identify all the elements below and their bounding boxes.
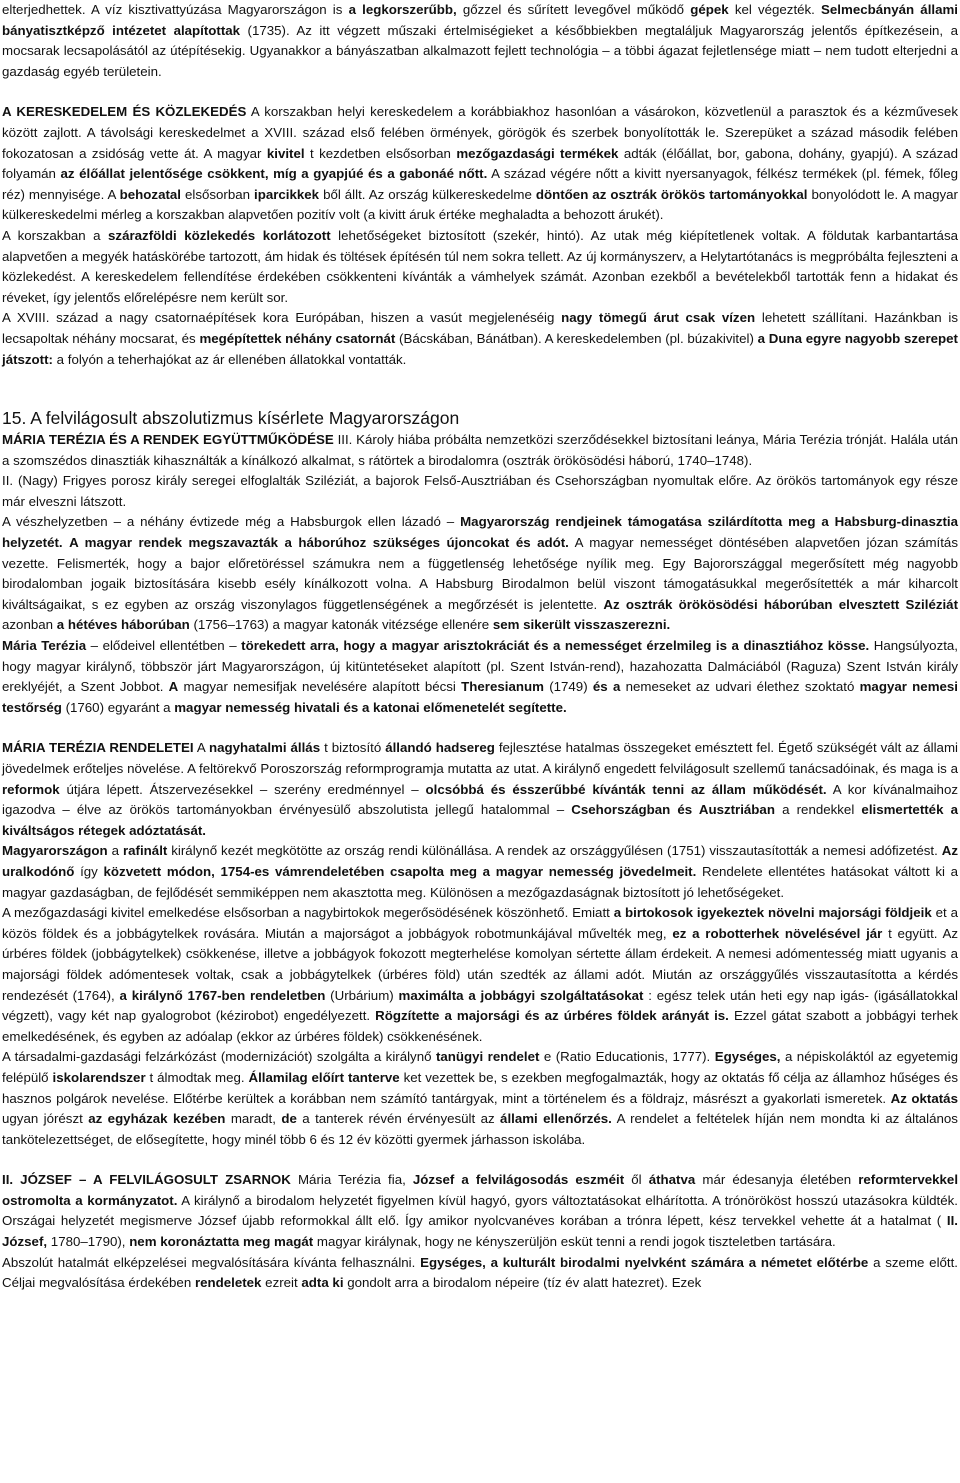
text-run: t biztosító	[324, 740, 382, 756]
paragraph	[2, 738, 958, 841]
paragraph	[2, 1253, 958, 1294]
bold-text-run: Selmecbányán állami bányatisztképző intézetet alapítottak	[2, 2, 958, 38]
bold-text-run: reformtervekkel ostromolta a kormányzatot.	[2, 1172, 959, 1208]
bold-text-run: Az osztrák örökösödési háborúban elvesztett Sziléziát	[603, 596, 959, 612]
bold-text-run: maximálta a jobbágyi szolgáltatásokat	[398, 987, 644, 1003]
bold-text-run: Az uralkodónő	[2, 843, 958, 879]
paragraph-gap	[2, 1150, 958, 1170]
text-run: A kor kívánalmaihoz igazodva – élve az örökös tartományokban érvényesülő abszolutista jellegű hatalommal –	[2, 781, 958, 818]
paragraph	[2, 636, 958, 718]
text-run: t együtt. Az úrbéres földek (jobbágytelkek) csökkenése, illetve a jobbágyok fokozott megterhelése komolyan sértette állam érdekeit. A nemesi adómentesség miatt ugyanis a majorsági földek adómentesek voltak, csak a jobbágytelkek (úrbéres föld) után szedték az állami adót. Miután az országgyűlés visszautasította a kérdés rendezését (1764),	[2, 925, 959, 1003]
bold-text-run: tanügyi rendelet	[435, 1049, 540, 1065]
text-run: magyar királynak, hogy ne kényszerüljön esküt tenni a rendi jogok tiszteletben tartására.	[316, 1234, 836, 1250]
text-run: II. (Nagy) Frigyes porosz király seregei elfoglalták Sziléziát, a bajorok Felső-Ausztriában és Csehországban nyomultak előre. Az örökös tartományok egy része már elveszni látszott.	[2, 473, 958, 509]
text-run: elsősorban	[184, 186, 251, 202]
section-spacer	[2, 370, 958, 406]
bold-text-run: a birtokosok igyekeztek növelni majorsági földjeik	[613, 905, 932, 921]
bold-text-run: az egyházak kezében	[88, 1111, 226, 1127]
text-run: Rendelete ellentétes hatásokat váltott ki a magyar gazdaságban, de fejlődését semmiképpen nem akasztotta meg. Különösen a mezőgazdaságnak biztosított jó lehetőségeket.	[2, 863, 959, 900]
bold-text-run: és a	[592, 679, 621, 695]
paragraph	[2, 308, 958, 370]
text-run: A rendelet a feltételek híján nem mondta ki az általános tankötelezettséget, de elősegítette, hogy minél több 6 és 12 év közötti gyermek járhasson iskolába.	[2, 1111, 958, 1147]
text-run: kel végezték.	[734, 2, 815, 17]
text-run: ezreit	[265, 1275, 298, 1291]
text-run: fejlesztése hatalmas összegeket emésztett fel. Égető szükségét vált az állami jövedelmek erőteljes növelése. A feltörekvő Poroszország reformprogramja mutatta az utat. A királynő engedett felvilágosult szellemű tanácsadóinak, és maga is a	[2, 740, 958, 776]
bold-text-run: Egységes, a kulturált birodalmi nyelvként számára a németet előtérbe	[420, 1254, 869, 1270]
bold-text-run: olcsóbbá és ésszerűbbé kívánták tenni az állam működését.	[425, 781, 827, 797]
paragraph	[2, 1047, 958, 1150]
bold-text-run: Magyarország rendjeinek támogatása szilárdította meg a Habsburg-dinasztia helyzetét.	[2, 514, 959, 551]
text-run: A mezőgazdasági kivitel emelkedése elsősorban a nagybirtokok megerősödésének köszönhető. Emiatt	[2, 905, 610, 921]
bold-text-run: de	[281, 1111, 297, 1127]
bold-text-run: Egységes,	[714, 1049, 781, 1065]
bold-text-run: kivitel	[266, 145, 305, 161]
text-run: elterjedhettek. A víz kisztivattyúzása Magyarországon is	[2, 2, 343, 17]
bold-text-run: reformok	[2, 781, 60, 797]
text-run: A társadalmi-gazdasági felzárkózást (modernizációt) szolgálta a királynő	[2, 1049, 432, 1065]
bold-text-run: MÁRIA TERÉZIA RENDELETEI	[2, 740, 194, 756]
text-run: A	[196, 740, 205, 756]
text-run: e (Ratio Educationis, 1777).	[543, 1049, 711, 1065]
text-run: királynő kezét megkötötte az ország rendi különállása. A rendek az országgyűlésen (1751) visszautasították a nemesi adófizetést.	[171, 843, 938, 859]
text-run: nemeseket az udvari élethez szoktató	[625, 679, 855, 695]
text-run: A korszakban a	[2, 227, 101, 243]
bold-text-run: II. JÓZSEF – A FELVILÁGOSULT ZSARNOK	[2, 1172, 291, 1188]
text-run: A magyar nemességet döntésében alapvetően józan számítás vezette. Felismerték, hogy a bajor előretöréssel számukra nem a függetlenség lehetősége nyílik meg. Egy Bajorországgal megerősített még nagyobb birodalomban jogaik biztosítására kisebb esély kínálkozott volna. A Habsburg Birodalmon belül viszont támogatásukkal megerősítették a már kiharcolt kiváltságaikat, s ez egyben az ország viszonylagos függetlenségének a megőrzését is jelentette.	[2, 535, 958, 612]
bold-text-run: Magyarországon	[2, 843, 108, 859]
text-run: azonban	[2, 617, 54, 633]
bold-text-run: a Duna egyre nagyobb szerepet játszott:	[2, 330, 958, 367]
text-run: (1735). Az itt végzett műszaki értelmiségieket a későbbiekben megtaláljuk Magyarország jelentős építkezésein, a mocsarak lecsapolásától az útépítésekig. Ugyanakkor a bányászatban alkalmazott fejlett technológia – a többi ágazat fejletlensége miatt – nem tudott elterjedni a gazdaság egyéb területein.	[2, 22, 958, 79]
bold-text-run: az élőállat jelentősége csökkent, míg a gyapjúé és a gabonáé nőtt.	[60, 166, 488, 182]
text-run: maradt,	[230, 1111, 276, 1127]
bold-text-run: gépek	[690, 2, 729, 17]
text-run: így	[80, 863, 98, 879]
text-run: (1760) egyaránt a	[65, 699, 171, 715]
bold-text-run: Csehországban és Ausztriában	[571, 802, 775, 818]
bold-text-run: adta ki	[301, 1275, 344, 1291]
text-run: ket vezettek be, s ezekben megfogalmazták, hogy az oktatás fő célja az államhoz hűséges és hasznos polgárok nevelése. Előtérbe kerültek a korábban nem számító tantárgyak, mint a történelem és a földrajz, másrészt a gyakorlati ismeretek.	[2, 1069, 959, 1106]
text-run: Mária Terézia fia,	[297, 1172, 406, 1188]
text-run: – elődeivel ellentétben –	[90, 638, 237, 654]
paragraph-gap	[2, 82, 958, 102]
bold-text-run: a királynő 1767-ben rendeletben	[119, 987, 326, 1003]
paragraph	[2, 841, 958, 903]
text-run: III. Károly hiába próbálta nemzetközi szerződésekkel biztosítani leánya, Mária Terézia trónját. Halála után a szomszédos dinasztiák kihasználták a kínálkozó alkalmat, s rátörtek a birodalomra (osztrák örökösödési háború, 1740–1748).	[2, 432, 958, 468]
bold-text-run: behozatal	[119, 186, 181, 202]
bold-text-run: rafinált	[122, 843, 168, 859]
bold-text-run: rendeletek	[194, 1275, 262, 1291]
bold-text-run: állandó hadsereg	[385, 740, 495, 756]
bold-text-run: ez a robotterhek növelésével jár	[672, 925, 883, 941]
paragraph	[2, 0, 958, 82]
bold-text-run: A	[168, 679, 179, 695]
text-run: A század végére nőtt a kivitt nyersanyagok, félkész termékek (pl. fémek, főleg réz) mennyisége. A	[2, 166, 959, 202]
text-run: Hangsúlyozta, hogy magyar királynő, többször járt Magyarországon, új kitüntetéseket alapított (pl. Szent István-rend), hazahozatta Dalmáciából (Raguza) Szent István király ereklyéjét, a Szent Jobbot.	[2, 638, 958, 695]
bold-text-run: megépítettek néhány csatornát	[199, 330, 396, 346]
bold-text-run: nem koronáztatta meg magát	[129, 1234, 314, 1250]
bold-text-run: MÁRIA TERÉZIA ÉS A RENDEK EGYÜTTMŰKÖDÉSE	[2, 432, 334, 448]
bold-text-run: A magyar rendek megszavazták a háborúhoz szükséges újoncokat és adót.	[69, 535, 569, 551]
text-run: bonyolódott le. A magyar külkereskedelmi mérleg a korszakban alapvetően pozitív volt (a kivitt áruk értéke meghaladta a behozott árukét).	[2, 186, 958, 223]
text-run: : egész telek után heti egy nap igás- (igásállatokkal végzett), vagy két nap gyalogrobot (kézirobot) engedélyezett.	[2, 987, 958, 1024]
bold-text-run: törekedett arra, hogy a magyar arisztokráciát és a nemességet érzelmileg is a dinasztiához kösse.	[241, 638, 870, 654]
text-run: 1780–1790),	[50, 1234, 126, 1250]
text-run: a folyón a teherhajókat az ár ellenében állatokkal vontatták.	[56, 351, 407, 367]
text-run: a szeme előtt. Céljai megvalósítása érdekében	[2, 1254, 958, 1291]
bold-text-run: Mária Terézia	[2, 638, 87, 654]
text-run: ugyan jórészt	[2, 1111, 83, 1127]
text-run: A korszakban helyi kereskedelem a korábbiakhoz hasonlóan a vásárokon, közvetlenül a parasztok és a kézművesek között zajlott. A távolsági kereskedelmet a XVIII. század első felében örmények, görögök és szerbek bonyolították le. Szerepüket a század második felében fokozatosan a zsidóság vette át. A magyar	[2, 104, 958, 161]
text-run: (1749)	[549, 679, 588, 695]
text-run: már édesanyja életében	[702, 1172, 852, 1188]
bold-text-run: A KERESKEDELEM ÉS KÖZLEKEDÉS	[2, 104, 247, 120]
paragraph-gap	[2, 718, 958, 738]
bold-text-run: sem sikerült visszaszerezni.	[492, 617, 671, 633]
bold-text-run: magyar nemesség hivatali és a katonai előmenetelét segítette.	[174, 699, 567, 715]
bold-text-run: iskolarendszer	[52, 1069, 146, 1085]
text-run: Ezzel gátat szabott a jobbágyi terhek emelkedésének, és egyben az adóalap (ekkor az úrbéres földek) csökkenésének.	[2, 1008, 959, 1044]
text-run: (Bácskában, Bánátban). A kereskedelemben (pl. búzakivitel)	[399, 330, 754, 346]
bold-text-run: áthatva	[648, 1172, 696, 1188]
paragraph	[2, 1170, 958, 1252]
text-run: (1756–1763) a magyar katonák vitézsége ellenére	[193, 617, 490, 633]
section-title: 15. A felvilágosult abszolutizmus kísérlete Magyarországon	[2, 408, 460, 429]
bold-text-run: magyar nemesi testőrség	[2, 679, 958, 715]
text-run: A vészhelyzetben – a néhány évtizede még a Habsburgok ellen lázadó –	[2, 514, 455, 530]
text-run: (Urbárium)	[330, 987, 394, 1003]
text-run: adták (élőállat, bor, gabona, dohány, gyapjú). A század folyamán	[2, 145, 959, 182]
bold-text-run: a legkorszerűbb,	[348, 2, 457, 17]
text-run: A XVIII. század a nagy csatornaépítések kora Európában, hiszen a vasút megjelenéséig	[2, 310, 555, 326]
text-run: Abszolút hatalmát elképzelései megvalósítására kívánta felhasználni.	[2, 1254, 416, 1270]
paragraph	[2, 512, 958, 636]
section-body	[2, 430, 958, 1294]
bold-text-run: nagy tömegű árut csak vízen	[561, 310, 756, 326]
text-run: lehetőségeket biztosított (szekér, hintó). Az utak még kiépítetlenek voltak. A földutak karbantartása alapvetően a megyék hatáskörébe tartozott, ám hidak és töltések építésén túl nem sokra tellett. Az új kormányszerv, a Helytartótanács is megpróbálta fejleszteni a közlekedést. A kereskedelem fellendítése érdekében csökkenteni kívánták a vámhelyek számát. Azonban ezekből a bevételekből tartották fenn a hidakat és réveket, így jelentős előrelépésre nem került sor.	[2, 227, 958, 305]
document-body	[2, 0, 958, 370]
text-run: t álmodtak meg.	[149, 1069, 245, 1085]
bold-text-run: döntően az osztrák örökös tartományokkal	[535, 186, 808, 202]
bold-text-run: Rögzítette a majorsági és az úrbéres földek arányát is.	[375, 1008, 729, 1024]
paragraph	[2, 903, 958, 1047]
paragraph	[2, 430, 958, 471]
text-run: magyar nemesifjak nevelésére alapított bécsi	[183, 679, 456, 695]
bold-text-run: II. József,	[2, 1213, 958, 1250]
text-run: ől	[631, 1172, 642, 1188]
bold-text-run: szárazföldi közlekedés korlátozott	[108, 227, 331, 243]
paragraph	[2, 471, 958, 512]
text-run: t kezdetben elsősorban	[309, 145, 451, 161]
text-run: A királynő a birodalom helyzetét figyelmen kívül hagyó, gyors változtatásokat elhárította. A trónörököst hosszú utazásokra küldték. Országai helyzetét megismerve József újabb reformokkal állt elő. Így amikor nyolcvanéves korában a trónra lépett, kész tervekkel vehette át a hatalmat (	[2, 1192, 958, 1229]
text-run: a rendekkel	[782, 802, 855, 818]
text-run: gőzzel és sűrített levegővel működő	[462, 2, 685, 17]
bold-text-run: elismertették a kiváltságos rétegek adóztatását.	[2, 802, 958, 838]
text-run: ből állt. Az ország külkereskedelme	[323, 186, 532, 202]
bold-text-run: Theresianum	[461, 679, 544, 695]
text-run: a népiskoláktól az egyetemig felépülő	[2, 1049, 958, 1085]
bold-text-run: nagyhatalmi állás	[208, 740, 321, 756]
text-run: útjára lépett. Átszervezésekkel – szerény eredménnyel –	[66, 781, 419, 797]
bold-text-run: a hétéves háborúban	[56, 617, 190, 633]
paragraph	[2, 102, 958, 226]
paragraph	[2, 226, 958, 308]
bold-text-run: Államilag előírt tanterve	[248, 1069, 400, 1085]
bold-text-run: József a felvilágosodás eszméit	[412, 1172, 625, 1188]
text-run: et a közös földek és a jobbágytelkek rovására. Miután a majorságot a jobbágyok robotmunkájával művelték meg,	[2, 905, 958, 941]
text-run: a	[111, 843, 120, 859]
bold-text-run: mezőgazdasági termékek	[456, 145, 619, 161]
bold-text-run: közvetett módon, 1754-es vámrendeletében csapolta meg a magyar nemesség jövedelmeit.	[103, 863, 697, 879]
bold-text-run: Az oktatás	[890, 1090, 958, 1106]
text-run: lehetett szállítani. Hazánkban is lecsapoltak néhány mocsarat, és	[2, 310, 958, 346]
text-run: a tanterek révén érvényesült az	[302, 1111, 495, 1127]
bold-text-run: iparcikkek	[254, 186, 320, 202]
bold-text-run: állami ellenőrzés.	[500, 1111, 612, 1127]
text-run: gondolt arra a birodalom népeire (tíz év alatt hatezret). Ezek	[347, 1275, 702, 1291]
